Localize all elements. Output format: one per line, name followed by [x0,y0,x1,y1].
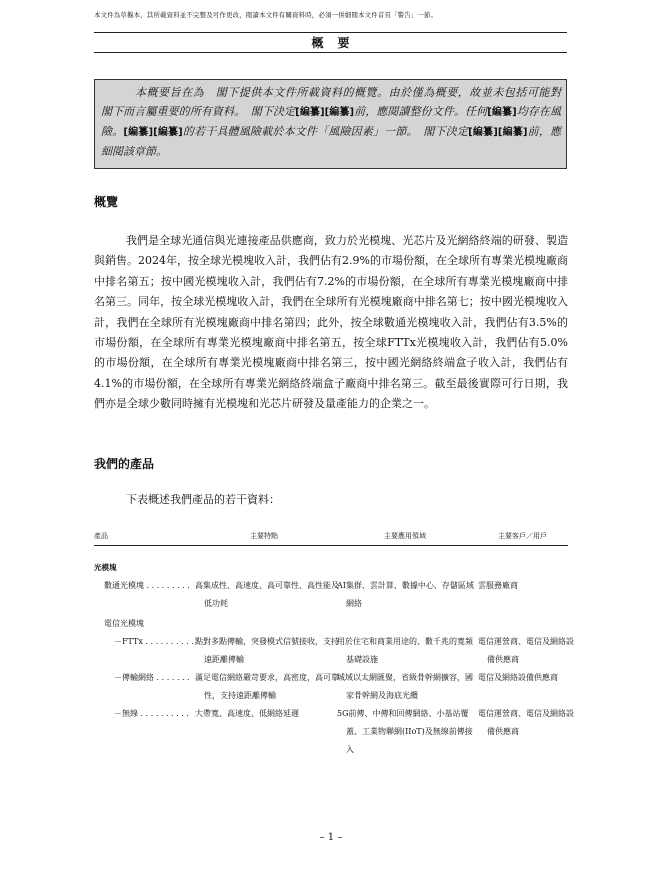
redacted-marker: [編纂] [468,127,498,138]
row-applications: 用於住宅和商業用途的、數千兆的寬頻基礎設施 [337,637,473,664]
row-customers: 電信及網絡設備供應商 [478,673,558,682]
column-header-customers: 主要客戶／用戶 [498,532,547,540]
row-applications: 城域以太網匯聚，省級骨幹網擴容，國家骨幹網及海底光纜 [337,673,473,700]
column-header-features: 主要特點 [250,532,278,540]
row-customers: 電信運營商、電信及網絡設備供應商 [478,709,574,736]
category-row-optical-modules: 光模塊 [94,563,117,572]
page-title: 概要 [94,32,567,53]
row-product: －FTTx . . . . . . . . . . [114,637,194,646]
row-applications: AI集群、雲計算、數據中心、存儲區域網絡 [337,581,474,608]
column-header-applications: 主要應用領域 [384,532,426,540]
summary-text-segment: 本概要旨在為 閣下提供本文件所載資料的概覽。由於僅為概要，故並未包括可能對 閣下而言屬重要的所有資料。 閣下決定 [101,86,572,118]
redacted-marker: [編纂] [295,107,325,118]
page-number: – 1 – [319,832,343,843]
redacted-marker: [編纂] [324,107,355,118]
redacted-marker: [編纂] [123,127,154,138]
products-table-header [94,527,568,546]
summary-text-segment: 前，應細閱該章節。 [101,125,562,158]
row-features: 大帶寬、高速度、低網絡延遲 [195,709,299,718]
summary-notice-box [94,79,572,169]
overview-paragraph: 我們是全球光通信與光連接產品供應商，致力於光模塊、光芯片及光網絡終端的研發、製造與銷售。2024年，按全球光模塊收入計，我們佔有2.9%的市場份額，在全球所有專業光模塊廠商中排名第五；按中國光模塊收入計，我們佔有7.2%的市場份額，在全球所有專業光模塊廠商中排名第三。同年，按全球光模塊收入計，我們在全球所有光模塊廠商中排名第七；按中國光模塊收入計，我們在全球所有光模塊廠商中排名第四；此外，按全球數通光模塊收入計，我們佔有3.5%的市場份額，在全球所有專業光模塊廠商中排名第五，按全球FTTx光模塊收入計，我們佔有5.0%的市場份額，在全球所有專業光模塊廠商中排名第三，按中國光網絡終端盒子收入計，我們佔有4.1%的市場份額，在全球所有專業光網絡終端盒子廠商中排名第三。截至最後實際可行日期，我們亦是全球少數同時擁有光模塊和光芯片研發及量產能力的企業之一。 [94,234,568,411]
row-features: 滿足電信網絡嚴苛要求，高密度，高可靠性，支持遠距離傳輸 [195,673,339,700]
row-features: 點對多點傳輸，突發模式信號接收，支持遠距離傳輸 [195,637,339,664]
redacted-marker: [編纂] [497,127,528,138]
row-applications: 5G前傳、中傳和回傳網絡、小基站覆蓋、工業物聯網(IIoT)及無線前傳接入 [337,709,473,754]
column-header-product: 產品 [94,532,108,540]
summary-text-segment: 前，應閱讀整份文件。任何 [354,105,488,118]
row-product: 數通光模塊 . . . . . . . . . [104,581,190,590]
summary-text-segment: 均存在風險。 [101,105,562,138]
row-features: 高集成性、高速度、高可靠性、高性能及低功耗 [195,581,339,608]
redacted-marker: [編纂] [487,107,517,118]
redacted-marker: [編纂] [153,127,183,138]
products-intro: 下表概述我們產品的若干資料： [126,493,280,506]
products-heading: 我們的產品 [94,457,155,471]
row-customers: 雲服務廠商 [478,581,518,590]
draft-disclaimer: 本文件為草擬本，其所載資料並不完整及可作更改，閱讀本文件有關資料時，必須一併細閱本文件首頁「警告」一節。 [94,11,438,19]
row-product: －無線 . . . . . . . . . . [114,709,189,718]
summary-notice-text [101,83,572,161]
summary-text-segment: 的若干具體風險載於本文件「風險因素」一節。 閣下決定 [182,125,469,138]
row-product: －傳輸網絡 . . . . . . . [114,673,190,682]
overview-heading: 概覽 [94,195,119,209]
row-product: 電信光模塊 [104,619,144,628]
row-customers: 電信運營商、電信及網絡設備供應商 [478,637,574,664]
